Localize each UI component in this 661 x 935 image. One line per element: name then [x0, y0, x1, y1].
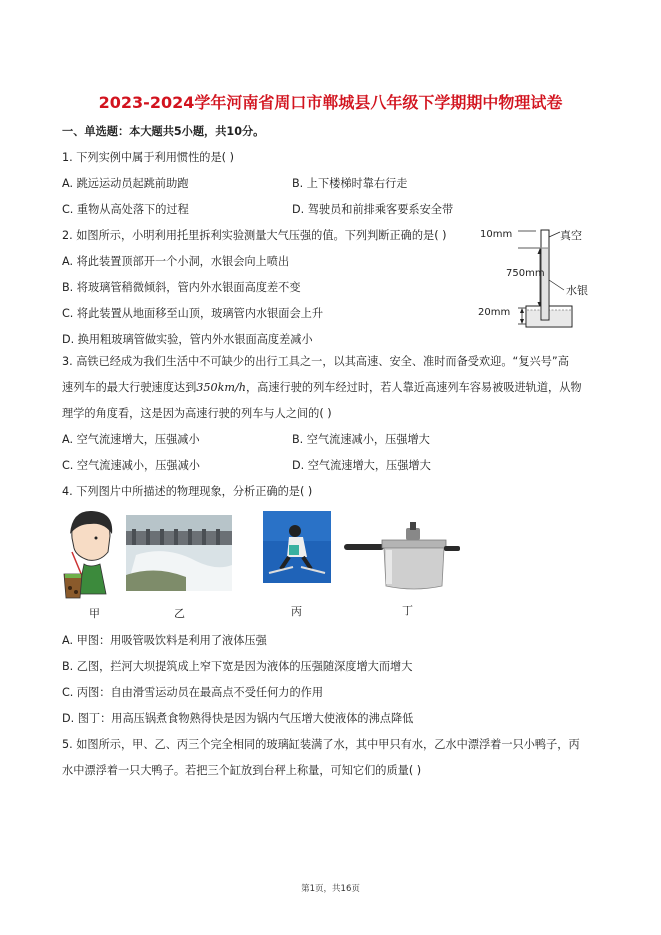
- q5-line2: 水中漂浮着一只大鸭子。若把三个缸放到台秤上称量，可知它们的质量( ): [62, 764, 422, 777]
- q3-option-c: C. 空气流速减小，压强减小: [62, 459, 200, 472]
- q5-line1: 5. 如图所示，甲、乙、丙三个完全相同的玻璃缸装满了水，其中甲只有水，乙水中漂浮着一只小鸭子，丙: [62, 738, 580, 751]
- q3-option-d: D. 空气流速增大，压强增大: [292, 459, 431, 472]
- caption-jia: 甲: [89, 607, 100, 620]
- label-mercury: 水银: [566, 284, 588, 297]
- q3-line2: [62, 381, 582, 395]
- q3-line1: 3. 高铁已经成为我们生活中不可缺少的出行工具之一，以其高速、安全、准时而备受欢迎。“复兴号”高: [62, 355, 569, 368]
- q1-option-b: B. 上下楼梯时靠右行走: [292, 177, 408, 190]
- q4-option-d: D. 图丁：用高压锅煮食物熟得快是因为锅内气压增大使液体的沸点降低: [62, 712, 414, 725]
- q2-option-d: D. 换用粗玻璃管做实验，管内外水银面高度差减小: [62, 333, 313, 346]
- caption-ding: 丁: [402, 604, 413, 617]
- q4-option-b: B. 乙图，拦河大坝提筑成上窄下宽是因为液体的压强随深度增大而增大: [62, 660, 413, 673]
- skier-photo: [263, 511, 331, 583]
- q1-option-a: A. 跳远运动员起跳前助跑: [62, 177, 189, 190]
- page-title: 2023-2024学年河南省周口市郸城县八年级下学期期中物理试卷: [98, 93, 563, 112]
- q1-stem: 1. 下列实例中属于利用惯性的是( ): [62, 151, 234, 164]
- straw-drink-illustration: [60, 508, 122, 600]
- q2-option-b: B. 将玻璃管稍微倾斜，管内外水银面高度差不变: [62, 281, 301, 294]
- section-heading: 一、单选题：本大题共5小题，共10分。: [62, 125, 265, 138]
- q3-line2-end: ，高速行驶的列车经过时，若人靠近高速列车容易被吸进轨道，从物: [245, 381, 582, 394]
- q3-option-a: A. 空气流速增大，压强减小: [62, 433, 200, 446]
- q4-option-a: A. 甲图：用吸管吸饮料是利用了液体压强: [62, 634, 267, 647]
- label-vacuum: 真空: [560, 229, 582, 242]
- caption-bing: 丙: [291, 605, 302, 618]
- label-20mm: 20mm: [478, 307, 511, 318]
- q4-option-c: C. 丙图：自由滑雪运动员在最高点不受任何力的作用: [62, 686, 324, 699]
- dam-photo: [126, 515, 232, 591]
- label-10mm: 10mm: [480, 229, 513, 240]
- page-footer: 第1页，共16页: [301, 884, 360, 894]
- q3-speed: 350km/h: [196, 381, 246, 394]
- caption-yi: 乙: [174, 607, 185, 620]
- q3-line3: 理学的角度看，这是因为高速行驶的列车与人之间的( ): [62, 407, 332, 420]
- q3-line2-start: 速列车的最大行驶速度达到: [62, 381, 197, 394]
- q1-option-d: D. 驾驶员和前排乘客要系安全带: [292, 203, 454, 216]
- q2-option-a: A. 将此装置顶部开一个小洞，水银会向上喷出: [62, 255, 290, 268]
- pressure-cooker-photo: [342, 520, 466, 592]
- label-750mm: 750mm: [506, 268, 545, 279]
- q2-stem: 2. 如图所示，小明利用托里拆利实验测量大气压强的值。下列判断正确的是( ): [62, 229, 447, 242]
- q4-stem: 4. 下列图片中所描述的物理现象，分析正确的是( ): [62, 485, 313, 498]
- q2-option-c: C. 将此装置从地面移至山顶，玻璃管内水银面会上升: [62, 307, 324, 320]
- q1-option-c: C. 重物从高处落下的过程: [62, 203, 189, 216]
- q3-option-b: B. 空气流速减小，压强增大: [292, 433, 430, 446]
